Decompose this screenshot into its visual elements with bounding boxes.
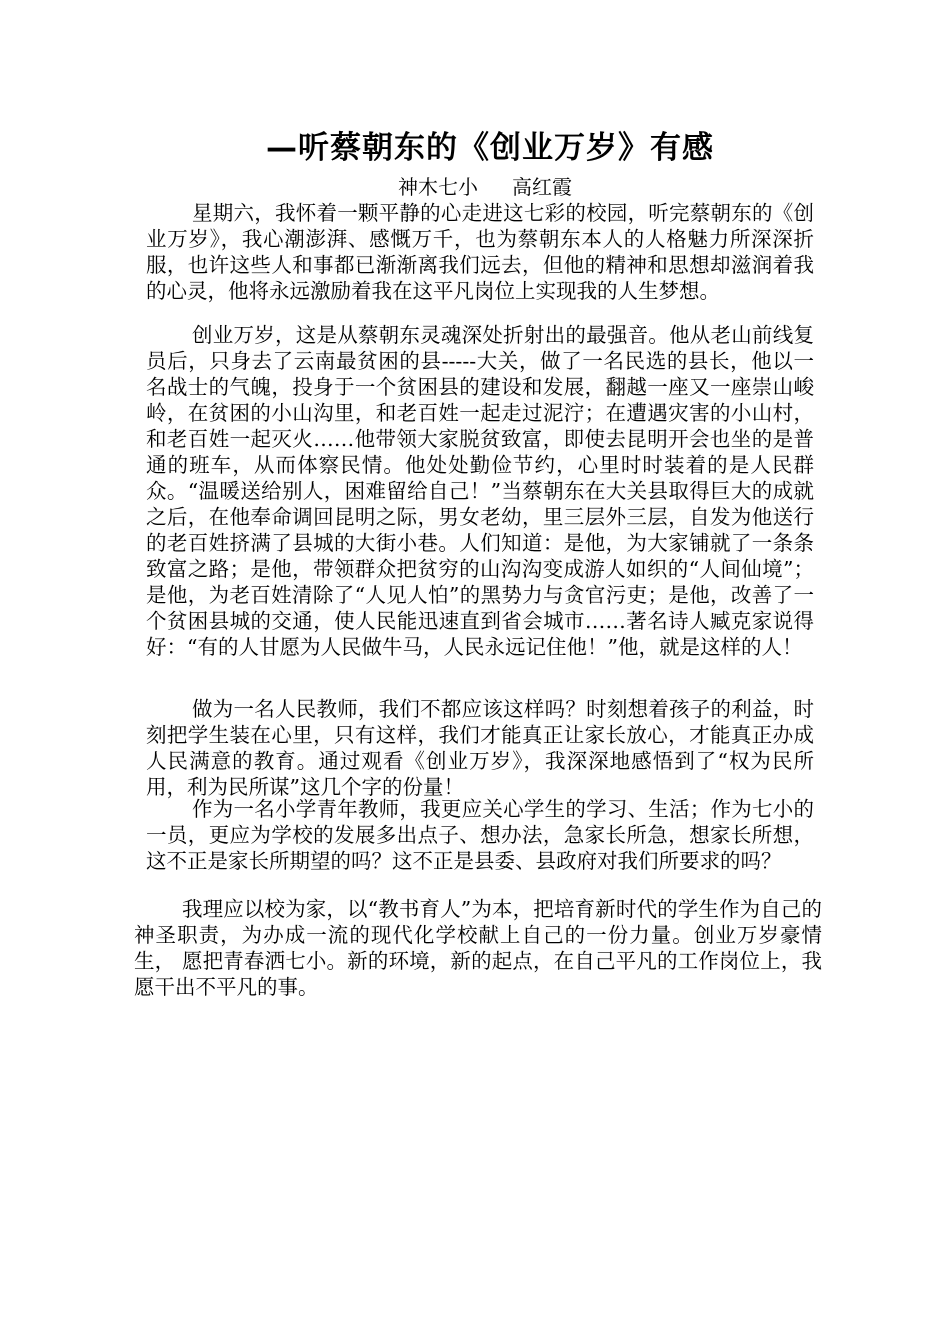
paragraph: 创业万岁，这是从蔡朝东灵魂深处折射出的最强音。他从老山前线复员后，只身去了云南最贫困的县-----大关，做了一名民选的县长，他以一名战士的气魄，投身于一个贫困县的建设和发展，翻越一座又一座崇山峻岭，在贫困的小山沟里，和老百姓一起走过泥泞；在遭遇灾害的小山村，和老百姓一起灭火……他带领大家脱贫致富，即使去昆明开会也坐的是普通的班车，从而体察民情。他处处勤俭节约，心里时时装着的是人民群众。“温暖送给别人，困难留给自己！”当蔡朝东在大关县取得巨大的成就之后，在他奉命调回昆明之际，男女老幼，里三层外三层，自发为他送行的老百姓挤满了县城的大街小巷。人们知道：是他，为大家铺就了一条条致富之路；是他，带领群众把贫穷的山沟沟变成游人如织的“人间仙境”；是他，为老百姓清除了“人见人怕”的黑势力与贪官污吏；是他，改善了一个贫困县城的交通，使人民能迅速直到省会城市……著名诗人臧克家说得好：“有的人甘愿为人民做牛马，人民永远记住他！”他，就是这样的人！ xyxy=(146,323,814,659)
author-name: 高红霞 xyxy=(512,175,572,199)
byline xyxy=(398,174,572,200)
school-name: 神木七小 xyxy=(398,175,478,199)
paragraph: 星期六，我怀着一颗平静的心走进这七彩的校园，听完蔡朝东的《创业万岁》，我心潮澎湃、感慨万千，也为蔡朝东本人的人格魅力所深深折服，也许这些人和事都已渐渐离我们远去，但他的精神和思想却滋润着我的心灵，他将永远激励着我在这平凡岗位上实现我的人生梦想。 xyxy=(146,201,814,303)
paragraph: 做为一名人民教师，我们不都应该这样吗？时刻想着孩子的利益，时刻把学生装在心里，只有这样，我们才能真正让家长放心，才能真正办成人民满意的教育。通过观看《创业万岁》，我深深地感悟到了“权为民所用，利为民所谋”这几个字的份量！ xyxy=(146,697,814,799)
paragraph: 我理应以校为家，以“教书育人”为本，把培育新时代的学生作为自己的神圣职责，为办成一流的现代化学校献上自己的一份力量。创业万岁豪情生， 愿把青春洒七小。新的环境，新的起点，在自己平凡的工作岗位上，我愿干出不平凡的事。 xyxy=(134,897,822,999)
document-title: —听蔡朝东的《创业万岁》有感 xyxy=(266,130,714,166)
paragraph: 作为一名小学青年教师，我更应关心学生的学习、生活；作为七小的一员，更应为学校的发展多出点子、想办法，急家长所急，想家长所想，这不正是家长所期望的吗？这不正是县委、县政府对我们所要求的吗？ xyxy=(146,797,814,873)
